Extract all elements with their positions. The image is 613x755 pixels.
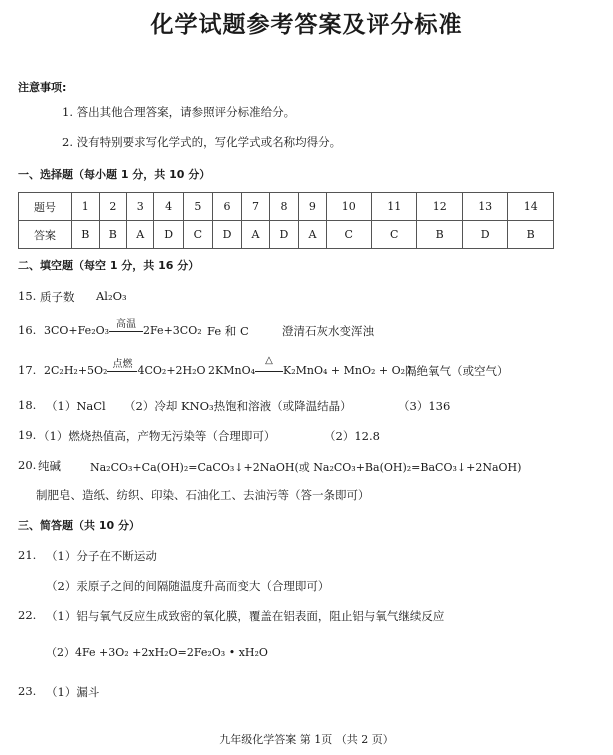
- table-row-answers: [19, 221, 554, 249]
- q21-answer-a: （1）分子在不断运动: [46, 549, 157, 563]
- table-cell: C: [326, 221, 371, 249]
- q22-answer-b: （2）4Fe +3O₂ +2xH₂O=2Fe₂O₃ • xH₂O: [46, 646, 268, 659]
- section2-heading: 二、填空题（每空 1 分，共 16 分）: [18, 259, 200, 272]
- q18-answer-b: （2）冷却 KNO₃热饱和溶液（或降温结晶）: [124, 399, 352, 413]
- notes-heading: 注意事项:: [18, 81, 67, 94]
- q18-number: 18.: [18, 398, 37, 412]
- table-cell: D: [269, 221, 299, 249]
- table-cell: D: [212, 221, 242, 249]
- table-cell: 13: [462, 193, 507, 221]
- note-item-1: 1. 答出其他合理答案，请参照评分标准给分。: [62, 105, 296, 119]
- table-cell: 1: [72, 193, 100, 221]
- q17-condition-label: 点燃: [112, 359, 133, 370]
- table-cell: B: [508, 221, 554, 249]
- table-cell: D: [154, 221, 184, 249]
- q16-answer-b: Fe 和 C: [207, 324, 249, 338]
- q17-reactants-2: 2KMnO₄: [208, 364, 255, 377]
- q15-answer-a: 质子数: [40, 290, 75, 304]
- table-cell: B: [99, 221, 127, 249]
- q20-answer-a: 纯碱: [38, 459, 61, 473]
- q18-answer-a: （1）NaCl: [46, 399, 106, 413]
- table-cell: 2: [99, 193, 127, 221]
- q16-equation: [44, 319, 202, 337]
- row-label-number: 题号: [19, 193, 72, 221]
- q19-answer-a: （1）燃烧热值高，产物无污染等（合理即可）: [38, 429, 276, 443]
- table-cell: C: [184, 221, 213, 249]
- q16-reactants: 3CO+Fe₂O₃: [44, 324, 110, 337]
- table-cell: 8: [269, 193, 299, 221]
- q17-products-2: K₂MnO₄ + MnO₂ + O₂↑: [283, 364, 415, 377]
- table-cell: 10: [326, 193, 371, 221]
- q22-answer-a: （1）铝与氧气反应生成致密的氧化膜，覆盖在铝表面，阻止铝与氧气继续反应: [46, 609, 445, 623]
- table-cell: 6: [212, 193, 242, 221]
- q16-products: 2Fe+3CO₂: [143, 324, 202, 337]
- table-cell: 12: [417, 193, 462, 221]
- section1-heading: 一、选择题（每小题 1 分，共 10 分）: [18, 168, 211, 181]
- q17-condition-2: [255, 355, 283, 377]
- q17-condition-label-2: △: [265, 355, 273, 366]
- q17-equation-2: [208, 355, 415, 377]
- section3-heading: 三、简答题（共 10 分）: [18, 519, 140, 532]
- table-row-numbers: [19, 193, 554, 221]
- table-cell: D: [462, 221, 507, 249]
- q20-answer-c: 制肥皂、造纸、纺织、印染、石油化工、去油污等（答一条即可）: [36, 488, 370, 502]
- q17-reactants: 2C₂H₂+5O₂: [44, 364, 108, 377]
- table-cell: C: [371, 221, 416, 249]
- table-cell: 11: [371, 193, 416, 221]
- table-cell: 7: [242, 193, 269, 221]
- note-item-2: 2. 没有特别要求写化学式的，写化学式或名称均得分。: [62, 135, 342, 149]
- table-cell: 14: [508, 193, 554, 221]
- q16-number: 16.: [18, 323, 37, 337]
- table-cell: B: [417, 221, 462, 249]
- table-cell: 3: [127, 193, 154, 221]
- q22-number: 22.: [18, 608, 37, 622]
- q15-answer-b: Al₂O₃: [96, 289, 127, 303]
- q19-answer-b: （2）12.8: [324, 429, 380, 443]
- table-cell: A: [127, 221, 154, 249]
- table-cell: 5: [184, 193, 213, 221]
- q15-number: 15.: [18, 289, 37, 303]
- table-cell: A: [242, 221, 269, 249]
- equals-line: [109, 331, 143, 332]
- q16-condition-label: 高温: [116, 319, 137, 330]
- table-cell: B: [72, 221, 100, 249]
- q16-condition: [109, 319, 143, 337]
- q17-equation-1: [44, 359, 206, 377]
- q21-answer-b: （2）汞原子之间的间隔随温度升高而变大（合理即可）: [46, 579, 330, 593]
- answer-table: [18, 192, 554, 249]
- q20-answer-b: Na₂CO₃+Ca(OH)₂=CaCO₃↓+2NaOH(或 Na₂CO₃+Ba(OH)₂=BaCO₃↓+2NaOH): [90, 461, 522, 474]
- equals-line: [255, 371, 283, 372]
- table-cell: 4: [154, 193, 184, 221]
- equals-line: [107, 371, 137, 372]
- q23-answer-a: （1）漏斗: [46, 685, 100, 699]
- q17-answer-c: 隔绝氧气（或空气）: [405, 364, 509, 378]
- page-footer: 九年级化学答案 第 1页 （共 2 页）: [219, 733, 394, 746]
- page-title: 化学试题参考答案及评分标准: [150, 12, 463, 38]
- row-label-answer: 答案: [19, 221, 72, 249]
- q20-number: 20.: [18, 458, 37, 472]
- q16-answer-c: 澄清石灰水变浑浊: [282, 324, 374, 338]
- q17-products: 4CO₂+2H₂O: [137, 364, 206, 377]
- table-cell: 9: [299, 193, 326, 221]
- q21-number: 21.: [18, 548, 37, 562]
- q23-number: 23.: [18, 684, 37, 698]
- q19-number: 19.: [18, 428, 37, 442]
- q17-condition: [107, 359, 137, 377]
- table-cell: A: [299, 221, 326, 249]
- q17-number: 17.: [18, 363, 37, 377]
- q18-answer-c: （3）136: [398, 399, 451, 413]
